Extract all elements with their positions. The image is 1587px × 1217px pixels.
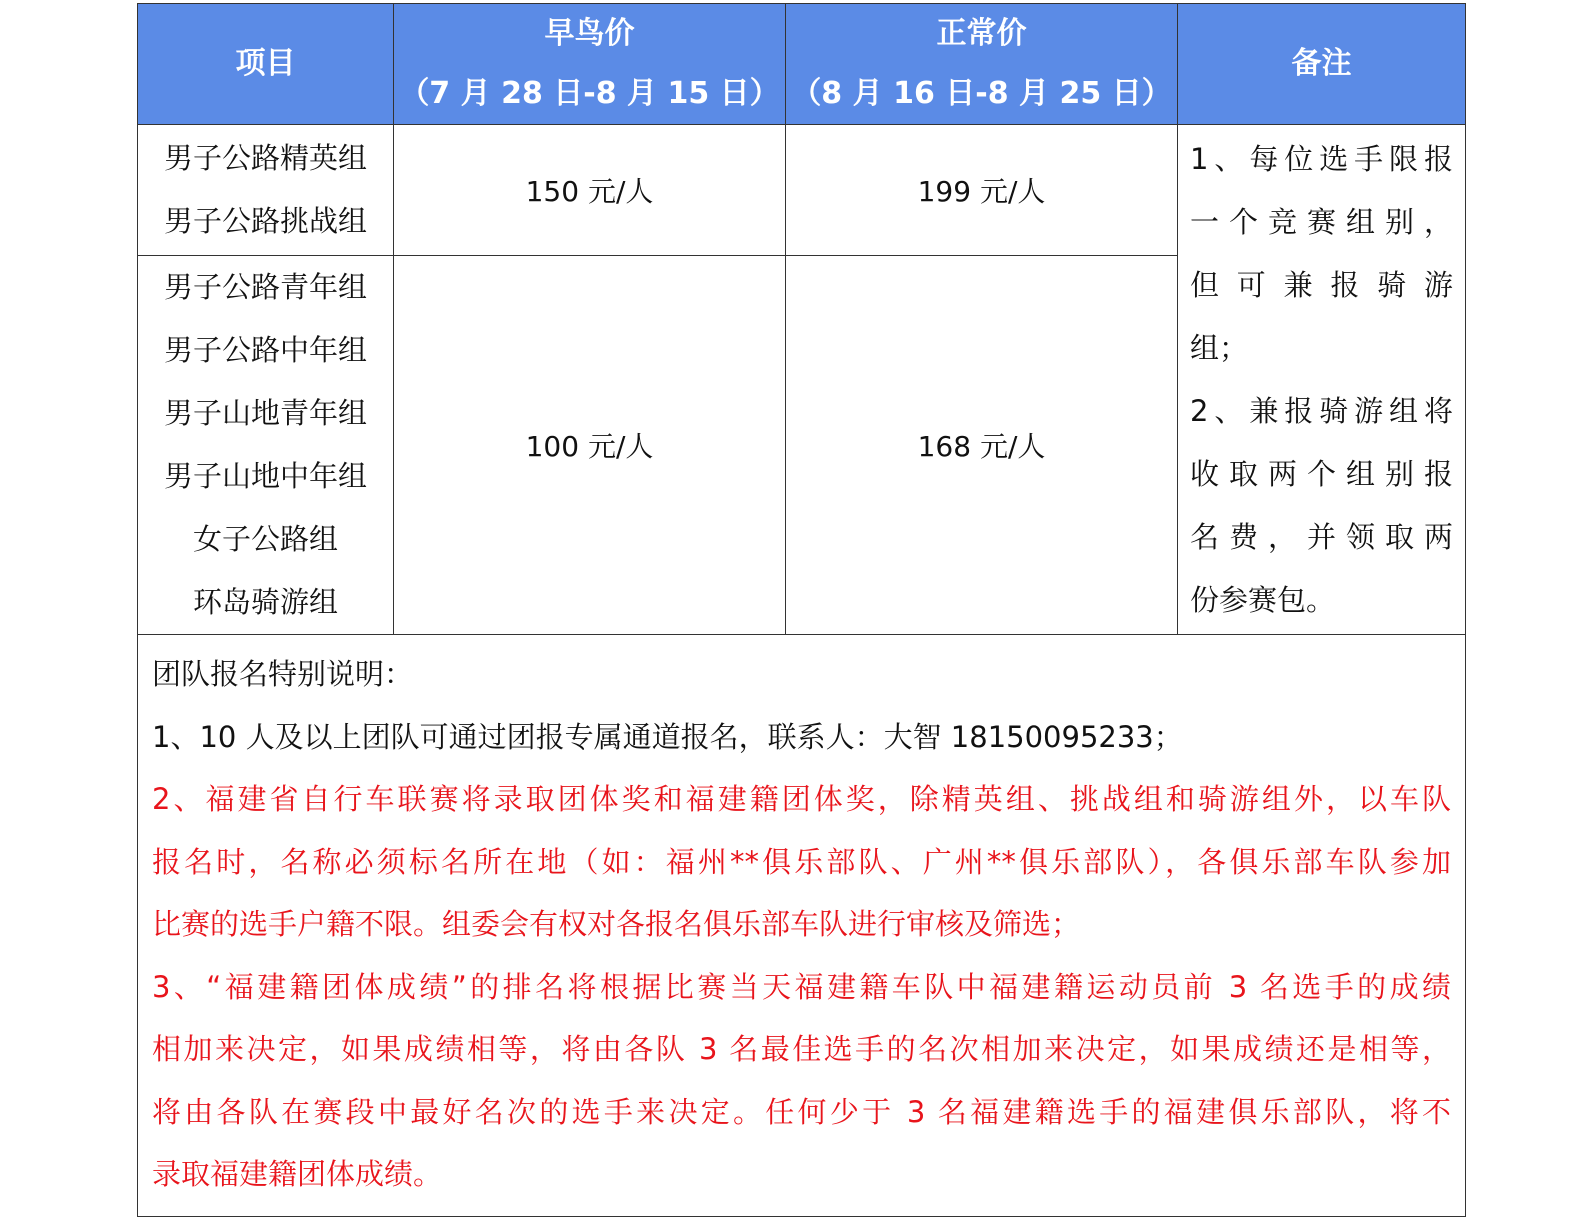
team-note-line: 3、“福建籍团体成绩”的排名将根据比赛当天福建籍车队中福建籍运动员前 3 名选手的成绩: [152, 969, 1451, 1004]
category-label: 男子公路中年组: [163, 333, 367, 367]
team-note-line: 报名时，名称必须标名所在地（如：福州**俱乐部队、广州**俱乐部队），各俱乐部车队参加: [152, 844, 1451, 879]
category-label: 女子公路组: [192, 522, 338, 556]
early-price-cell: 100 元/人: [394, 256, 786, 635]
team-notes-title: 团队报名特别说明：: [152, 657, 414, 691]
category-label: 男子公路青年组: [163, 270, 367, 304]
normal-price-cell: 199 元/人: [786, 125, 1178, 256]
team-notes-row: [138, 635, 1466, 1217]
note-line: 组；: [1190, 330, 1249, 365]
note-line: 一个竞赛组别，: [1190, 204, 1453, 239]
team-note-line: 录取福建籍团体成绩。: [152, 1157, 443, 1191]
category-label: 男子公路精英组: [163, 141, 367, 175]
normal-price-cell: 168 元/人: [786, 256, 1178, 635]
header-normal-label: 正常价: [936, 16, 1027, 51]
note-line: 名费，并领取两: [1190, 519, 1453, 554]
team-note-line: 将由各队在赛段中最好名次的选手来决定。任何少于 3 名福建籍选手的福建俱乐部队，将不: [152, 1094, 1451, 1129]
header-early-dates: （7 月 28 日-8 月 15 日）: [399, 76, 780, 111]
team-note-line: 1、10 人及以上团队可通过团报专属通道报名，联系人：大智 18150095233；: [152, 719, 1183, 754]
category-label: 男子山地中年组: [163, 459, 367, 493]
team-note-line: 比赛的选手户籍不限。组委会有权对各报名俱乐部车队进行审核及筛选；: [152, 907, 1081, 941]
header-early-price: [394, 4, 786, 125]
header-row: [138, 4, 1466, 125]
table-row: [138, 125, 1466, 256]
note-line: 1、每位选手限报: [1190, 141, 1453, 176]
header-early-label: 早鸟价: [544, 16, 635, 51]
team-note-line: 2、福建省自行车联赛将录取团体奖和福建籍团体奖，除精英组、挑战组和骑游组外，以车队: [152, 782, 1451, 816]
category-cell: [138, 125, 394, 256]
header-note-label: 备注: [1291, 46, 1352, 81]
category-cell: [138, 256, 394, 635]
category-label: 环岛骑游组: [192, 585, 338, 619]
header-note: [1178, 4, 1466, 125]
header-item: [138, 4, 394, 125]
header-normal-price: [786, 4, 1178, 125]
note-cell: [1178, 125, 1466, 635]
registration-fee-table: [137, 3, 1466, 1217]
note-line: 2、兼报骑游组将: [1190, 393, 1453, 428]
early-price-cell: 150 元/人: [394, 125, 786, 256]
header-item-label: 项目: [235, 46, 296, 81]
note-line: 但可兼报骑游: [1190, 267, 1453, 302]
note-line: 份参赛包。: [1190, 582, 1336, 617]
header-normal-dates: （8 月 16 日-8 月 25 日）: [791, 76, 1172, 111]
team-note-line: 相加来决定，如果成绩相等，将由各队 3 名最佳选手的名次相加来决定，如果成绩还是相等，: [152, 1032, 1451, 1066]
category-label: 男子山地青年组: [163, 396, 367, 430]
team-notes-cell: [138, 635, 1466, 1217]
category-label: 男子公路挑战组: [163, 204, 367, 238]
note-line: 收取两个组别报: [1190, 456, 1453, 491]
